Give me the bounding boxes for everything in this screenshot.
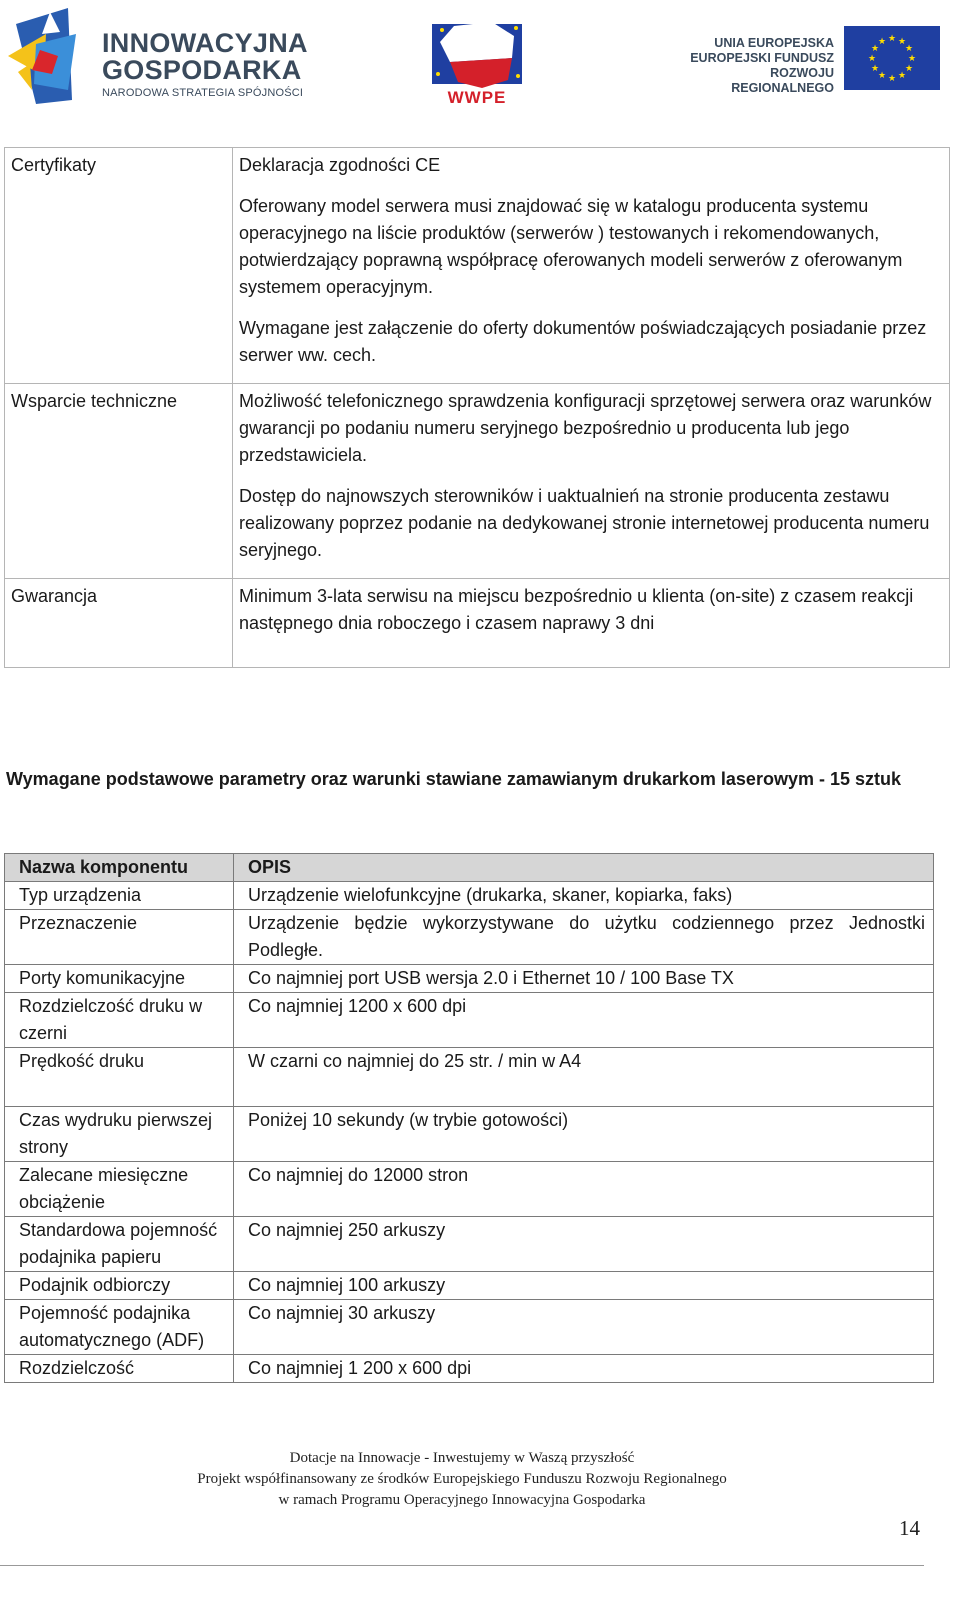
row-content-wsparcie xyxy=(233,384,950,579)
cell-value: Urządzenie będzie wykorzystywane do użytku codziennego przez Jednostki Podległe. xyxy=(234,910,934,965)
table-row xyxy=(5,1272,934,1300)
page-header xyxy=(0,0,960,115)
table-row xyxy=(5,1048,934,1107)
cell-label: Rozdzielczość druku w czerni xyxy=(5,993,234,1048)
column-header-description: OPIS xyxy=(234,854,934,882)
footer-line2: Projekt współfinansowany ze środków Europejskiego Funduszu Rozwoju Regionalnego xyxy=(197,1471,727,1487)
paragraph: Wymagane jest załączenie do oferty dokumentów poświadczających posiadanie przez serwer ww. cech. xyxy=(239,318,927,365)
table-row xyxy=(5,579,950,668)
eu-flag-icon xyxy=(844,26,940,90)
svg-text:★: ★ xyxy=(897,71,907,81)
page-footer xyxy=(0,1448,924,1511)
cell-value: Co najmniej 30 arkuszy xyxy=(234,1300,934,1355)
paragraph: Oferowany model serwera musi znajdować się w katalogu producenta systemu operacyjnego na liście produktów (serwerów ) testowanych i rekomendowanych, potwierdzający poprawną współpracę oferowanych modeli serwerów z oferowanym systemem operacyjnym. xyxy=(239,196,903,297)
cell-value: Co najmniej 1200 x 600 dpi xyxy=(234,993,934,1048)
svg-text:★: ★ xyxy=(904,44,914,54)
logo-ig-subtitle: NARODOWA STRATEGIA SPÓJNOŚCI xyxy=(102,87,304,99)
table-row xyxy=(5,1355,934,1383)
innowacyjna-gospodarka-emblem-icon xyxy=(6,4,98,106)
poland-map-icon xyxy=(432,18,522,90)
table-row xyxy=(5,993,934,1048)
paragraph: Możliwość telefonicznego sprawdzenia konfiguracji sprzętowej serwera oraz warunków gwarancji po podaniu numeru seryjnego bezpośrednio u producenta lub jego przedstawiciela. xyxy=(239,391,932,465)
cell-value: Poniżej 10 sekundy (w trybie gotowości) xyxy=(234,1107,934,1162)
printer-requirements-table xyxy=(4,853,934,1383)
footer-line3: w ramach Programu Operacyjnego Innowacyjna Gospodarka xyxy=(278,1492,646,1508)
cell-label: Pojemność podajnika automatycznego (ADF) xyxy=(5,1300,234,1355)
svg-text:★: ★ xyxy=(867,54,877,64)
cell-value: Co najmniej port USB wersja 2.0 i Ethernet 10 / 100 Base TX xyxy=(234,965,934,993)
eu-fund-logo xyxy=(676,26,946,95)
svg-text:★: ★ xyxy=(904,64,914,74)
eu-logo-line1: UNIA EUROPEJSKA xyxy=(714,36,834,50)
cell-label: Czas wydruku pierwszej strony xyxy=(5,1107,234,1162)
row-label-certyfikaty: Certyfikaty xyxy=(5,148,233,384)
table-row xyxy=(5,910,934,965)
cell-value: W czarni co najmniej do 25 str. / min w A4 xyxy=(234,1048,934,1107)
eu-logo-line3: ROZWOJU REGIONALNEGO xyxy=(731,66,834,95)
cell-label: Standardowa pojemność podajnika papieru xyxy=(5,1217,234,1272)
cell-label: Typ urządzenia xyxy=(5,882,234,910)
cell-label: Zalecane miesięczne obciążenie xyxy=(5,1162,234,1217)
wwpe-logo-text: WWPE xyxy=(447,88,507,107)
footer-line1: Dotacje na Innowacje - Inwestujemy w Waszą przyszłość xyxy=(289,1450,635,1466)
server-requirements-table xyxy=(4,147,950,668)
column-header-component: Nazwa komponentu xyxy=(5,854,234,882)
cell-label: Prędkość druku xyxy=(5,1048,234,1107)
row-content-certyfikaty xyxy=(233,148,950,384)
cell-label: Porty komunikacyjne xyxy=(5,965,234,993)
svg-text:★: ★ xyxy=(897,37,907,47)
section-title: Wymagane podstawowe parametry oraz warunki stawiane zamawianym drukarkom laserowym - 15 sztuk xyxy=(6,769,901,789)
table-row xyxy=(5,1217,934,1272)
paragraph: Minimum 3-lata serwisu na miejscu bezpośrednio u klienta (on-site) z czasem reakcji następnego dnia roboczego i czasem naprawy 3 dni xyxy=(239,586,914,633)
svg-text:★: ★ xyxy=(887,74,897,84)
cell-value: Co najmniej 1 200 x 600 dpi xyxy=(234,1355,934,1383)
cell-value: Co najmniej 250 arkuszy xyxy=(234,1217,934,1272)
table-row xyxy=(5,148,950,384)
table-row xyxy=(5,384,950,579)
svg-text:★: ★ xyxy=(877,37,887,47)
table-header-row xyxy=(5,854,934,882)
row-label-gwarancja: Gwarancja xyxy=(5,579,233,668)
logo-ig-line1: INNOWACYJNA xyxy=(102,28,308,58)
table-row xyxy=(5,1300,934,1355)
footer-divider xyxy=(0,1565,924,1566)
cell-label: Rozdzielczość xyxy=(5,1355,234,1383)
paragraph: Deklaracja zgodności CE xyxy=(239,155,441,175)
cell-value: Co najmniej 100 arkuszy xyxy=(234,1272,934,1300)
table-row xyxy=(5,1107,934,1162)
cell-value: Urządzenie wielofunkcyjne (drukarka, skaner, kopiarka, faks) xyxy=(234,882,934,910)
svg-text:★: ★ xyxy=(870,64,880,74)
eu-logo-line2: EUROPEJSKI FUNDUSZ xyxy=(690,51,834,65)
paragraph: Dostęp do najnowszych sterowników i uaktualnień na stronie producenta zestawu realizowany poprzez podanie na dedykowanej stronie internetowej producenta numeru seryjnego. xyxy=(239,486,930,560)
svg-text:★: ★ xyxy=(877,71,887,81)
wwpe-logo xyxy=(432,18,522,108)
logo-ig-line2: GOSPODARKA xyxy=(102,55,302,85)
table-row xyxy=(5,882,934,910)
svg-text:★: ★ xyxy=(870,44,880,54)
table-row xyxy=(5,1162,934,1217)
innowacyjna-gospodarka-logo xyxy=(6,4,326,106)
row-content-gwarancja xyxy=(233,579,950,668)
row-label-wsparcie: Wsparcie techniczne xyxy=(5,384,233,579)
svg-text:★: ★ xyxy=(887,34,897,44)
page-number: 14 xyxy=(899,1516,920,1540)
cell-label: Podajnik odbiorczy xyxy=(5,1272,234,1300)
table-row xyxy=(5,965,934,993)
svg-text:★: ★ xyxy=(907,54,917,64)
cell-label: Przeznaczenie xyxy=(5,910,234,965)
cell-value: Co najmniej do 12000 stron xyxy=(234,1162,934,1217)
